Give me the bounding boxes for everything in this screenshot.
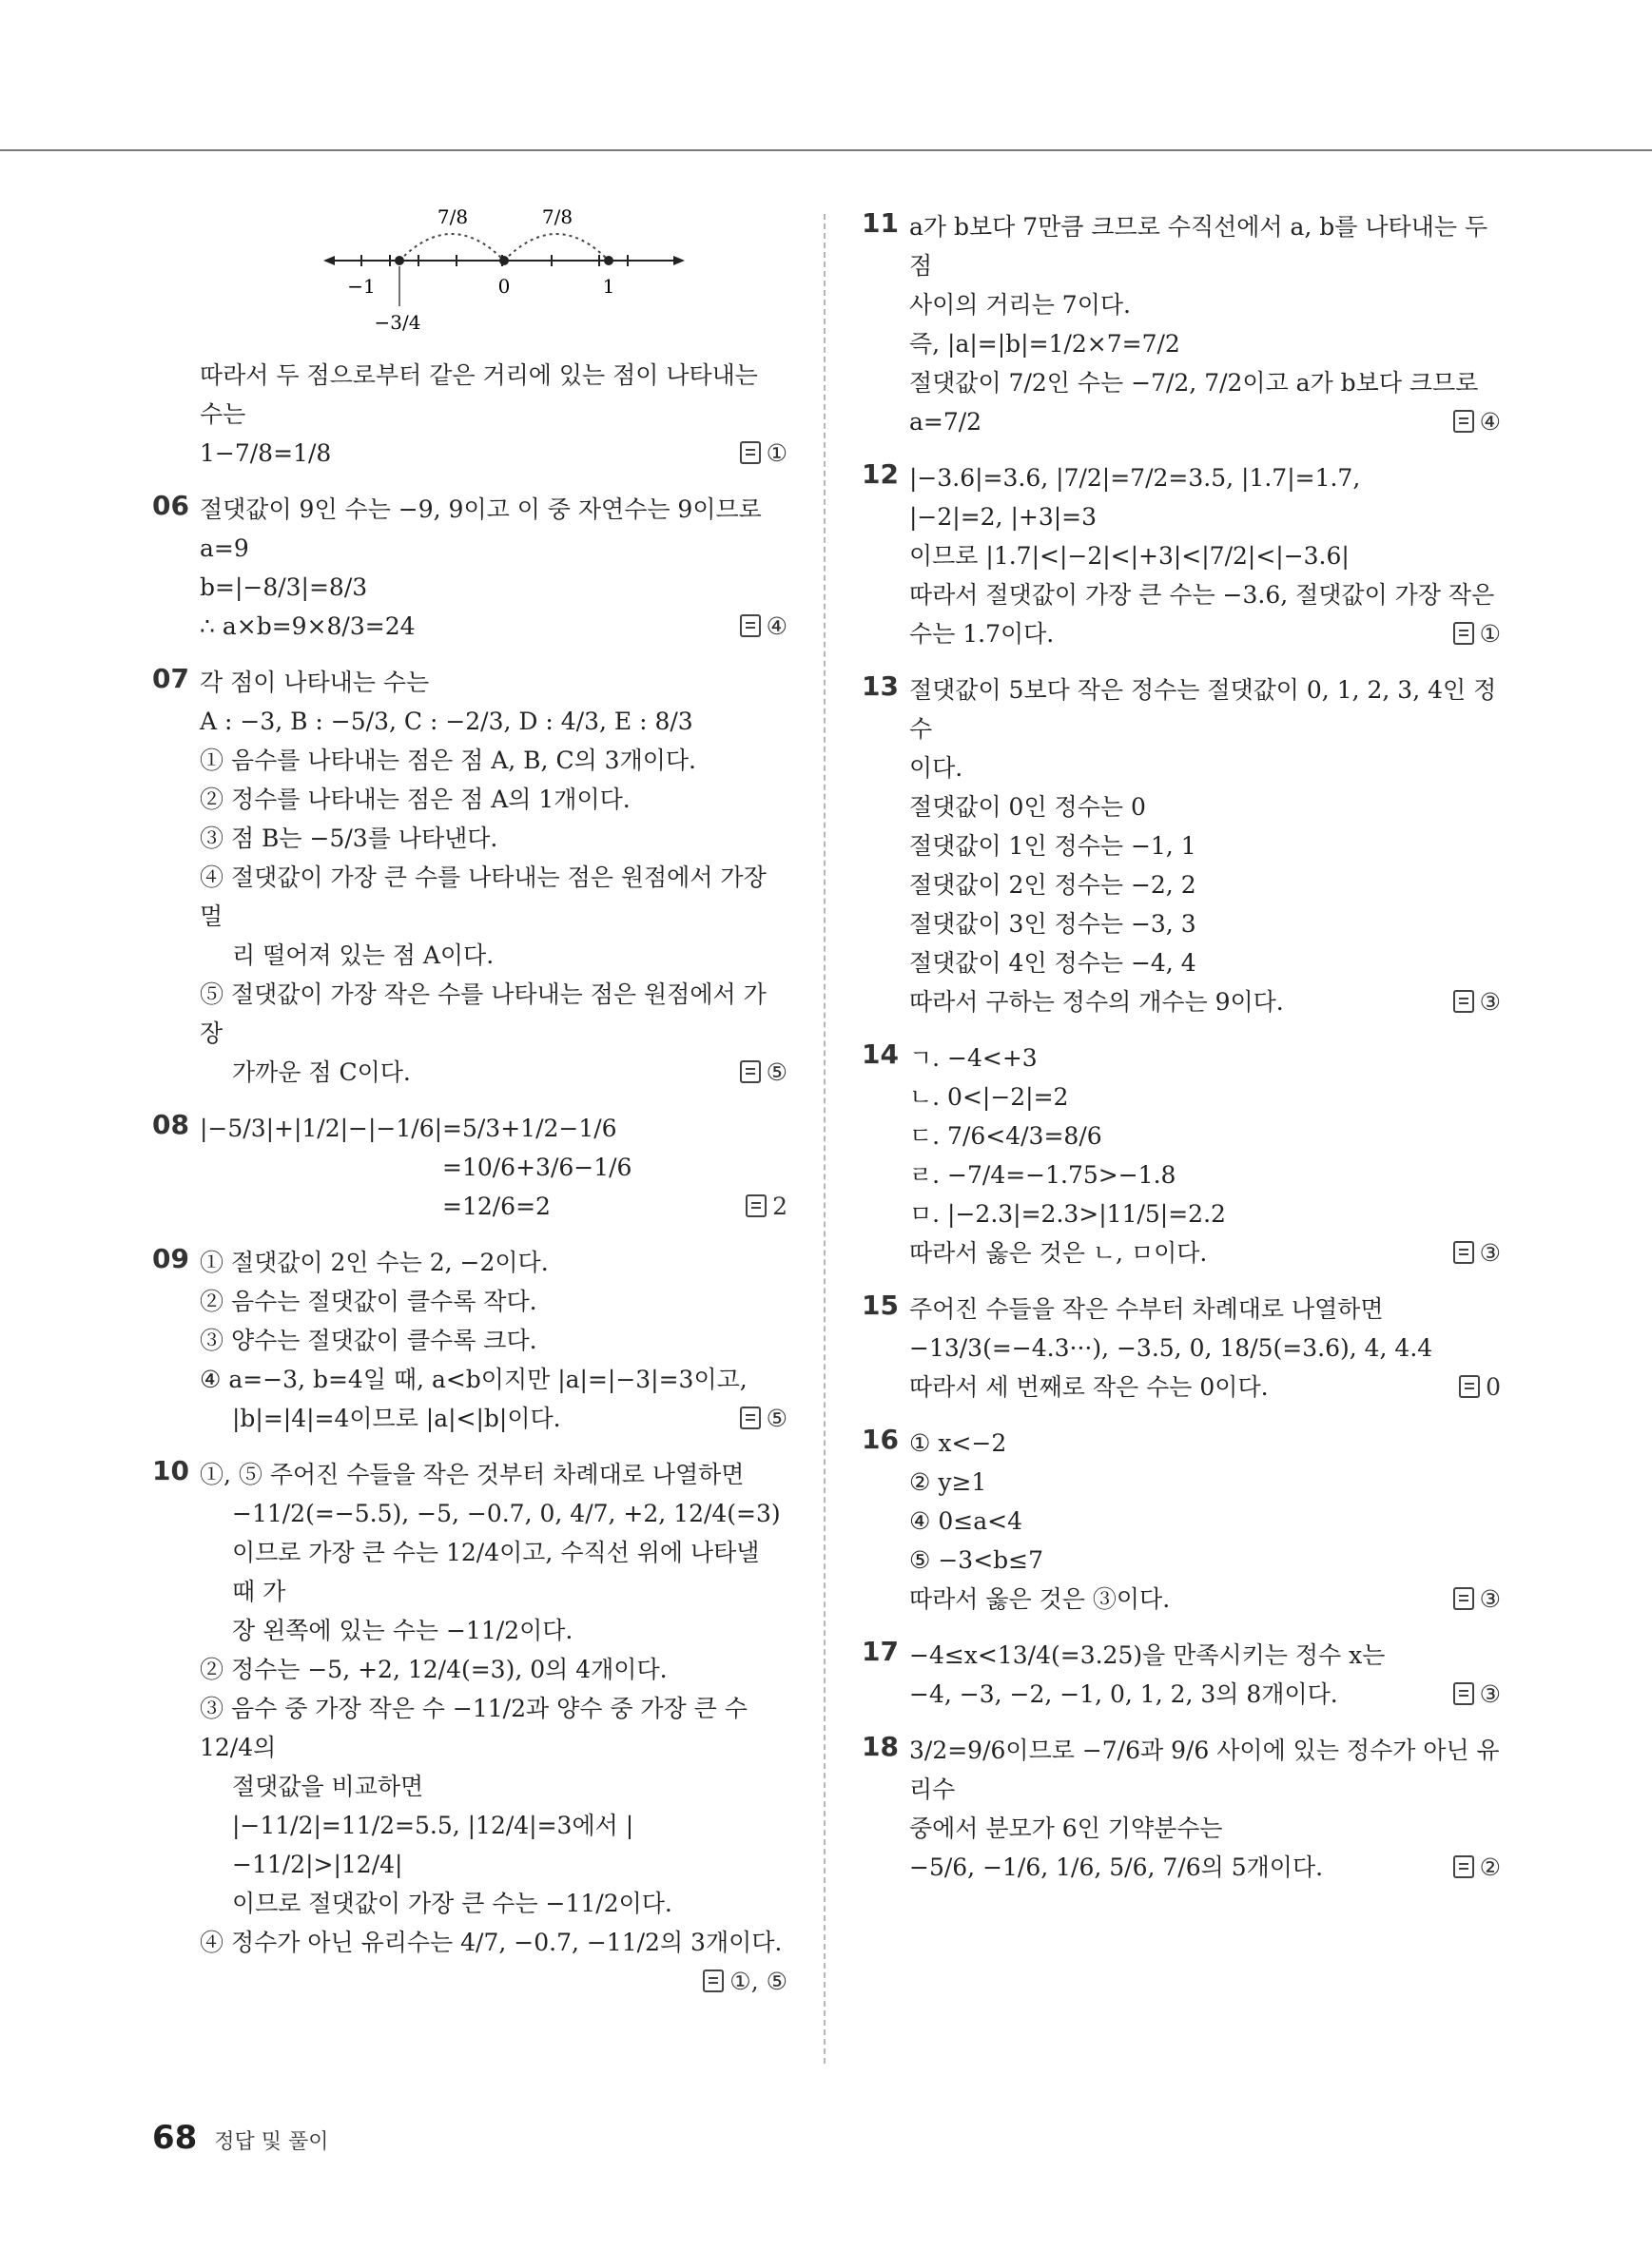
solution-line — [909, 497, 1501, 536]
answer-icon — [746, 1194, 767, 1217]
line-text: ② 정수는 −5, +2, 12/4(=3), 0의 4개이다. — [200, 1656, 668, 1683]
answer-icon — [1453, 1241, 1474, 1264]
line-text: ㄴ. 0<|−2|=2 — [909, 1083, 1069, 1111]
answer-badge — [1459, 1368, 1501, 1407]
problem-number: 08 — [152, 1109, 189, 1140]
line-text: ⑤ 절댓값이 가장 작은 수를 나타내는 점은 원점에서 가장 — [200, 980, 767, 1047]
solution-line — [200, 702, 787, 741]
problem-14 — [862, 1038, 1501, 1272]
solution-line — [200, 490, 787, 568]
line-text: ㄹ. −7/4=−1.75>−1.8 — [909, 1161, 1176, 1189]
tick-label-0: 0 — [497, 275, 511, 298]
solution-line — [200, 780, 787, 819]
solution-line — [200, 1923, 787, 1962]
page-number: 68 — [152, 2119, 198, 2157]
solution-line — [909, 1155, 1501, 1194]
arc2-label: 7/8 — [541, 207, 573, 228]
column-divider — [824, 214, 826, 2064]
solution-line — [909, 904, 1501, 943]
line-text: ③ 점 B는 −5/3를 나타낸다. — [200, 825, 498, 852]
line-text: 이다. — [909, 754, 963, 782]
right-problems — [862, 207, 1501, 1887]
left-problems — [152, 356, 787, 2001]
line-text: A : −3, B : −5/3, C : −2/3, D : 4/3, E : 8/3 — [200, 708, 693, 735]
line-text: ∴ a×b=9×8/3=24 — [200, 612, 416, 640]
solution-line — [909, 1463, 1501, 1502]
line-text: 따라서 세 번째로 작은 수는 0이다. — [909, 1373, 1269, 1401]
answer-badge — [740, 1053, 787, 1092]
solution-line — [909, 1077, 1501, 1116]
problem-number: 07 — [152, 663, 189, 694]
answer-badge — [1453, 982, 1501, 1021]
solution-line — [909, 943, 1501, 982]
line-text: 1−7/8=1/8 — [200, 439, 332, 467]
answer-value: ①, ⑤ — [729, 1968, 787, 1995]
solution-line — [909, 324, 1501, 363]
answer-icon — [1453, 1682, 1474, 1705]
tick-label-1: 1 — [602, 275, 615, 298]
problem-number: 10 — [152, 1455, 189, 1486]
line-text: 리 떨어져 있는 점 A이다. — [232, 941, 495, 969]
answer-badge — [740, 607, 787, 646]
tick-label-minus1: −1 — [347, 275, 376, 298]
line-text: 절댓값이 7/2인 수는 −7/2, 7/2이고 a가 b보다 크므로 — [909, 369, 1479, 397]
solution-line — [200, 1360, 787, 1399]
solution-line — [200, 1321, 787, 1360]
problem-number: 14 — [862, 1038, 899, 1070]
problem-12 — [862, 458, 1501, 653]
solution-line — [909, 826, 1501, 865]
header-rule — [0, 149, 1652, 151]
answer-badge — [1453, 1675, 1501, 1714]
problem-18 — [862, 1731, 1501, 1887]
problem-number: 11 — [862, 207, 899, 239]
solution-line — [200, 434, 787, 473]
solution-line — [909, 614, 1501, 653]
line-text: 절댓값이 0인 정수는 0 — [909, 793, 1146, 821]
line-text: 수는 1.7이다. — [909, 620, 1055, 648]
answer-value: ⑤ — [766, 1058, 787, 1086]
answer-value: ③ — [1479, 1585, 1501, 1613]
line-text: −5/6, −1/6, 1/6, 5/6, 7/6의 5개이다. — [909, 1853, 1324, 1881]
problem-07 — [152, 663, 787, 1092]
line-text: |−11/2|=11/2=5.5, |12/4|=3에서 |−11/2|>|12/4| — [232, 1812, 634, 1878]
line-text: 절댓값이 5보다 작은 정수는 절댓값이 0, 1, 2, 3, 4인 정수 — [909, 676, 1497, 743]
answer-icon — [740, 614, 761, 637]
problem-number: 13 — [862, 670, 899, 702]
line-text: 이므로 |1.7|<|−2|<|+3|<|7/2|<|−3.6| — [909, 542, 1350, 570]
solution-line — [200, 568, 787, 607]
answer-value: ② — [1479, 1853, 1501, 1881]
answer-badge — [1453, 1848, 1501, 1887]
answer-value: 2 — [772, 1193, 787, 1220]
answer-value: ① — [766, 439, 787, 467]
answer-value: ③ — [1479, 1239, 1501, 1267]
answer-icon — [740, 441, 761, 464]
line-text: 중에서 분모가 6인 기약분수는 — [909, 1814, 1223, 1842]
answer-badge — [1453, 614, 1501, 653]
solution-line — [909, 1731, 1501, 1809]
line-text: 따라서 옳은 것은 ㄴ, ㅁ이다. — [909, 1239, 1208, 1267]
line-text: 즉, |a|=|b|=1/2×7=7/2 — [909, 330, 1180, 358]
line-text: 장 왼쪽에 있는 수는 −11/2이다. — [232, 1617, 573, 1644]
solution-line — [909, 1502, 1501, 1541]
line-text: =12/6=2 — [442, 1193, 551, 1220]
line-text: |b|=|4|=4이므로 |a|<|b|이다. — [232, 1405, 561, 1432]
problem-number: 06 — [152, 490, 189, 521]
line-text: ④ a=−3, b=4일 때, a<b이지만 |a|=|−3|=3이고, — [200, 1366, 748, 1393]
left-column — [152, 207, 787, 2018]
line-text: 따라서 절댓값이 가장 큰 수는 −3.6, 절댓값이 가장 작은 — [909, 581, 1495, 609]
solution-line — [200, 1494, 787, 1533]
problem-13 — [862, 670, 1501, 1021]
line-text: 절댓값이 4인 정수는 −4, 4 — [909, 949, 1196, 977]
solution-line — [909, 458, 1501, 497]
solution-line — [909, 285, 1501, 324]
line-text: 절댓값이 1인 정수는 −1, 1 — [909, 832, 1196, 860]
solution-line — [200, 936, 787, 975]
line-text: 절댓값이 3인 정수는 −3, 3 — [909, 910, 1196, 938]
solution-line — [200, 975, 787, 1053]
problem-number: 12 — [862, 458, 899, 490]
line-text: |−5/3|+|1/2|−|−1/6|=5/3+1/2−1/6 — [200, 1115, 617, 1142]
problem-number: 09 — [152, 1243, 189, 1274]
line-text: ④ 0≤a<4 — [909, 1507, 1022, 1535]
line-text: −11/2(=−5.5), −5, −0.7, 0, 4/7, +2, 12/4(=3) — [232, 1500, 781, 1527]
solution-line — [909, 1038, 1501, 1077]
problem-number: 17 — [862, 1636, 899, 1667]
answer-icon — [1453, 622, 1474, 645]
solution-line — [909, 1675, 1501, 1714]
line-text: 절댓값이 9인 수는 −9, 9이고 이 중 자연수는 9이므로 a=9 — [200, 495, 762, 562]
arc1-label: 7/8 — [437, 207, 469, 228]
solution-line — [909, 1636, 1501, 1675]
line-text: 주어진 수들을 작은 수부터 차례대로 나열하면 — [909, 1295, 1384, 1323]
answer-value: ⑤ — [766, 1405, 787, 1432]
problem-10 — [152, 1455, 787, 2001]
problem-15 — [862, 1290, 1501, 1407]
answer-icon — [740, 1060, 761, 1083]
problem-17 — [862, 1636, 1501, 1714]
line-text: |−3.6|=3.6, |7/2|=7/2=3.5, |1.7|=1.7, — [909, 464, 1361, 492]
line-text: ㄷ. 7/6<4/3=8/6 — [909, 1122, 1102, 1150]
solution-line — [200, 1399, 787, 1438]
solution-line — [909, 363, 1501, 402]
solution-line — [200, 1148, 787, 1187]
line-text: ② 음수는 절댓값이 클수록 작다. — [200, 1288, 537, 1315]
solution-line — [200, 1611, 787, 1650]
line-text: a가 b보다 7만큼 크므로 수직선에서 a, b를 나타내는 두 점 — [909, 213, 1488, 280]
line-text: 각 점이 나타내는 수는 — [200, 669, 430, 696]
line-text: ㄱ. −4<+3 — [909, 1044, 1038, 1072]
solution-line — [200, 1533, 787, 1611]
solution-line — [909, 1424, 1501, 1463]
answer-value: ③ — [1479, 1680, 1501, 1708]
line-text: 이므로 가장 큰 수는 12/4이고, 수직선 위에 나타낼 때 가 — [232, 1539, 760, 1605]
page-label: 정답 및 풀이 — [214, 2130, 329, 2154]
solution-line — [909, 1233, 1501, 1272]
line-text: 사이의 거리는 7이다. — [909, 291, 1131, 319]
solution-line — [200, 607, 787, 646]
line-text: 따라서 옳은 것은 ③이다. — [909, 1585, 1171, 1613]
line-text: ㅁ. |−2.3|=2.3>|11/5|=2.2 — [909, 1200, 1226, 1228]
answer-icon — [1453, 990, 1474, 1013]
answer-icon — [1453, 1855, 1474, 1878]
line-text: 가까운 점 C이다. — [232, 1058, 411, 1086]
problem-09 — [152, 1243, 787, 1438]
solution-line — [909, 787, 1501, 826]
answer-badge — [1453, 1233, 1501, 1272]
answer-icon — [1453, 1587, 1474, 1610]
solution-line — [909, 982, 1501, 1021]
solution-line — [909, 865, 1501, 904]
answer-badge — [740, 1399, 787, 1438]
solution-line — [909, 1290, 1501, 1329]
line-text: 이므로 절댓값이 가장 큰 수는 −11/2이다. — [232, 1890, 672, 1917]
solution-line — [200, 1884, 787, 1923]
line-text: 따라서 두 점으로부터 같은 거리에 있는 점이 나타내는 수는 — [200, 361, 758, 428]
line-text: −13/3(=−4.3···), −3.5, 0, 18/5(=3.6), 4, 4.4 — [909, 1334, 1433, 1362]
line-text: a=7/2 — [909, 408, 982, 436]
solution-line — [200, 741, 787, 780]
solution-line — [200, 1455, 787, 1494]
answer-value: ① — [1479, 620, 1501, 648]
line-text: −4≤x<13/4(=3.25)을 만족시키는 정수 x는 — [909, 1641, 1386, 1669]
line-text: |−2|=2, |+3|=3 — [909, 503, 1097, 531]
solution-line — [909, 748, 1501, 787]
solution-line — [200, 1689, 787, 1767]
line-text: ③ 음수 중 가장 작은 수 −11/2과 양수 중 가장 큰 수 12/4의 — [200, 1695, 748, 1761]
solution-line — [200, 819, 787, 858]
solution-line — [200, 1187, 787, 1226]
line-text: ①, ⑤ 주어진 수들을 작은 것부터 차례대로 나열하면 — [200, 1461, 745, 1488]
solution-line — [909, 402, 1501, 441]
problem-number: 16 — [862, 1424, 899, 1455]
point-label-below: −3/4 — [374, 311, 421, 334]
problem-number: 18 — [862, 1731, 899, 1762]
problem-16 — [862, 1424, 1501, 1619]
problem-06 — [152, 490, 787, 646]
answer-value: ④ — [1479, 408, 1501, 436]
line-text: ② 정수를 나타내는 점은 점 A의 1개이다. — [200, 786, 631, 813]
answer-value: 0 — [1486, 1373, 1501, 1401]
line-text: ④ 정수가 아닌 유리수는 4/7, −0.7, −11/2의 3개이다. — [200, 1929, 783, 1956]
answer-badge — [1453, 402, 1501, 441]
right-column — [862, 207, 1501, 1904]
solution-line — [200, 1650, 787, 1689]
line-text: ④ 절댓값이 가장 큰 수를 나타내는 점은 원점에서 가장 멀 — [200, 864, 767, 930]
problem-number: 15 — [862, 1290, 899, 1321]
solution-line — [909, 1541, 1501, 1580]
line-text: ① 음수를 나타내는 점은 점 A, B, C의 3개이다. — [200, 747, 696, 774]
line-text: −4, −3, −2, −1, 0, 1, 2, 3의 8개이다. — [909, 1680, 1338, 1708]
line-text: ② y≥1 — [909, 1468, 987, 1496]
solution-line — [200, 1806, 787, 1884]
line-text: ① x<−2 — [909, 1429, 1007, 1457]
page-footer — [152, 2119, 329, 2157]
solution-line — [200, 1243, 787, 1282]
answer-badge — [746, 1187, 787, 1226]
solution-line — [200, 1282, 787, 1321]
line-text: 절댓값을 비교하면 — [232, 1773, 424, 1800]
solution-line — [200, 1962, 787, 2001]
solution-line — [909, 1809, 1501, 1848]
solution-line — [909, 207, 1501, 285]
solution-line — [909, 1368, 1501, 1407]
answer-icon — [1453, 410, 1474, 433]
solution-line — [200, 663, 787, 702]
answer-badge — [703, 1962, 787, 2001]
solution-line — [200, 356, 787, 434]
answer-value: ③ — [1479, 988, 1501, 1016]
problem-cont — [152, 356, 787, 473]
answer-icon — [703, 1970, 724, 1992]
answer-badge — [740, 434, 787, 473]
problem-08 — [152, 1109, 787, 1226]
line-text: 3/2=9/6이므로 −7/6과 9/6 사이에 있는 정수가 아닌 유리수 — [909, 1737, 1500, 1803]
number-line-figure — [323, 207, 685, 350]
solution-line — [200, 1767, 787, 1806]
solution-line — [909, 1116, 1501, 1155]
solution-line — [909, 670, 1501, 748]
solution-line — [200, 1053, 787, 1092]
solution-line — [909, 1329, 1501, 1368]
line-text: 따라서 구하는 정수의 개수는 9이다. — [909, 988, 1284, 1016]
line-text: ① 절댓값이 2인 수는 2, −2이다. — [200, 1249, 549, 1276]
solution-line — [200, 1109, 787, 1148]
solution-line — [909, 1848, 1501, 1887]
answer-icon — [1459, 1375, 1480, 1398]
solution-line — [909, 536, 1501, 575]
solution-line — [909, 575, 1501, 614]
line-text: b=|−8/3|=8/3 — [200, 573, 368, 601]
problem-11 — [862, 207, 1501, 441]
solution-line — [909, 1194, 1501, 1233]
line-text: ③ 양수는 절댓값이 클수록 크다. — [200, 1327, 537, 1354]
line-text: =10/6+3/6−1/6 — [442, 1154, 632, 1181]
answer-value: ④ — [766, 612, 787, 640]
answer-badge — [1453, 1580, 1501, 1619]
answer-icon — [740, 1407, 761, 1429]
solution-line — [909, 1580, 1501, 1619]
line-text: ⑤ −3<b≤7 — [909, 1546, 1044, 1574]
solution-line — [200, 858, 787, 936]
line-text: 절댓값이 2인 정수는 −2, 2 — [909, 871, 1196, 899]
